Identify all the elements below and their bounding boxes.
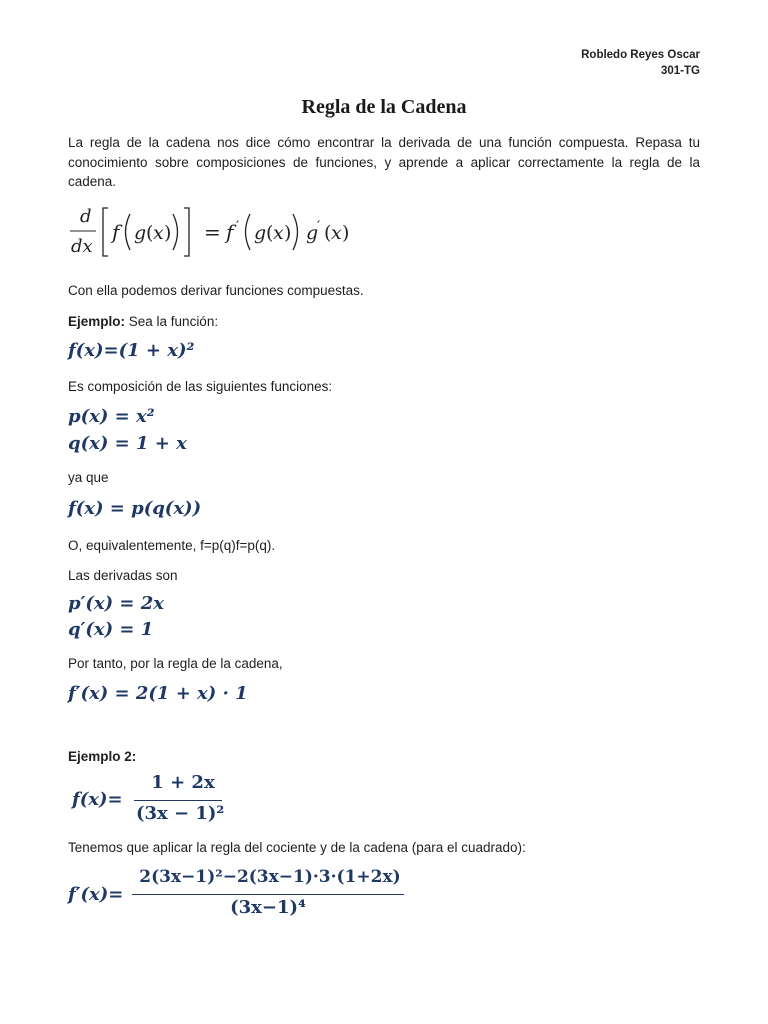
eq3-denominator: (3x−1)⁴: [230, 897, 306, 918]
svg-text:d: d: [80, 206, 92, 227]
author-name: Robledo Reyes Oscar: [581, 49, 700, 61]
svg-text:x: x: [153, 222, 164, 244]
therefore-text: Por tanto, por la regla de la cadena,: [68, 656, 283, 671]
author-block: [581, 47, 700, 79]
equivalent-text: O, equivalentemente, f=p(q)f=p(q).: [68, 538, 276, 553]
group-code: 301-TG: [661, 65, 700, 77]
equation-example2-derivative: [68, 867, 408, 923]
example2-label: [68, 747, 700, 767]
eq2-denominator: (3x − 1)²: [136, 803, 225, 824]
eq2-numerator: 1 + 2x: [151, 772, 215, 793]
intro-paragraph: La regla de la cadena nos dice cómo encontrar la derivada de una función compuesta. Repasa tu conocimiento sobre composiciones de funciones, y aprende a aplicar correctamente la regla de la cadena.: [68, 135, 700, 189]
svg-text:f: f: [226, 220, 234, 244]
quotient-text: Tenemos que aplicar la regla del cociente y de la cadena (para el cuadrado):: [68, 840, 526, 855]
ya-que-text: ya que: [68, 470, 109, 485]
eq2-fraction-bar: [134, 800, 222, 801]
svg-text:=: =: [204, 220, 221, 244]
eq3-numerator: 2(3x−1)²−2(3x−1)·3·(1+2x): [139, 867, 401, 887]
equation-p: p(x) = x²: [68, 406, 155, 427]
svg-text:x: x: [331, 222, 342, 244]
svg-text:(: (: [324, 222, 332, 244]
equation-p-prime: p′(x) = 2x: [68, 593, 164, 614]
equation-example2: [68, 772, 268, 828]
example1-text: Sea la función:: [125, 314, 219, 329]
eq3-lhs: f′(x)=: [68, 884, 124, 905]
svg-text:): ): [284, 222, 292, 244]
example1-label: Ejemplo:: [68, 314, 126, 329]
svg-text:′: ′: [317, 219, 321, 235]
svg-text:g: g: [134, 222, 147, 244]
eq3-fraction-bar: [132, 894, 404, 895]
svg-text:g: g: [254, 222, 267, 244]
svg-text:′: ′: [236, 219, 240, 235]
svg-text:dx: dx: [71, 236, 93, 257]
equation-f-prime: f′(x) = 2(1 + x) · 1: [68, 683, 248, 704]
svg-text:g: g: [306, 222, 319, 244]
equation-q-prime: q′(x) = 1: [68, 619, 154, 640]
svg-text:(: (: [146, 222, 154, 244]
composition-text: Es composición de las siguientes funciones:: [68, 379, 333, 394]
eq2-lhs: f(x)=: [72, 789, 123, 810]
svg-text:x: x: [273, 222, 284, 244]
equation-composition: f(x) = p(q(x)): [68, 498, 202, 519]
chain-rule-formula: [66, 198, 396, 266]
example2-label-text: Ejemplo 2:: [68, 749, 137, 764]
derivatives-text: Las derivadas son: [68, 568, 178, 583]
svg-text:(: (: [266, 222, 274, 244]
page-title: Regla de la Cadena: [301, 96, 467, 118]
equation-q: q(x) = 1 + x: [68, 433, 187, 454]
svg-text:): ): [342, 222, 350, 244]
svg-text:): ): [164, 222, 172, 244]
derive-line: Con ella podemos derivar funciones compuestas.: [68, 283, 364, 298]
svg-text:f: f: [112, 220, 120, 244]
example1-line: [68, 312, 700, 332]
equation-f: f(x)=(1 + x)²: [68, 340, 195, 361]
